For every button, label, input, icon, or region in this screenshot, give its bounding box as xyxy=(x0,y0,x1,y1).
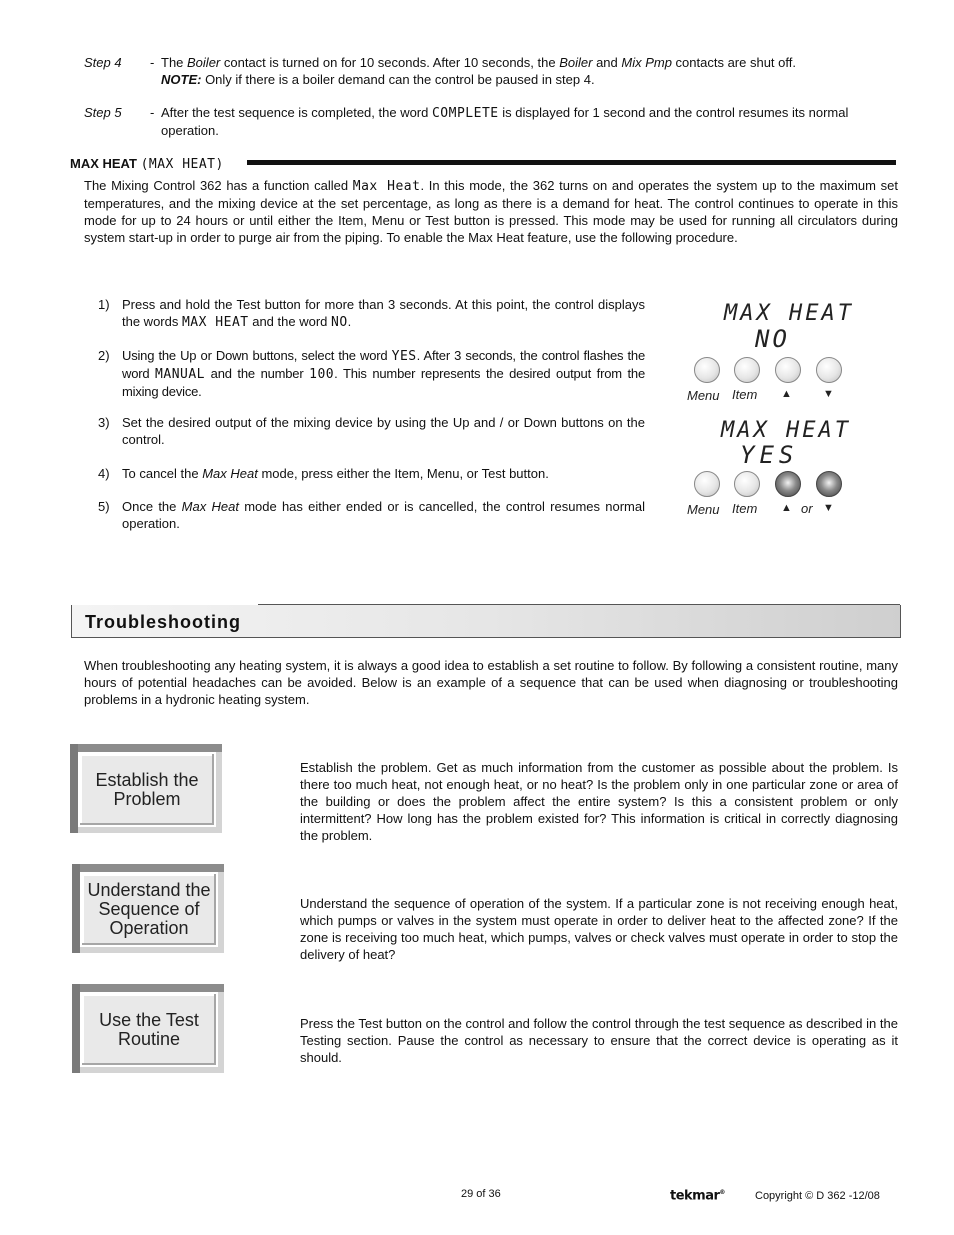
down-arrow-icon: ▼ xyxy=(823,502,834,514)
brand-logo: tekmar® xyxy=(670,1188,725,1204)
flow-box-test xyxy=(72,984,224,1073)
flow-box-label: Use the Test Routine xyxy=(80,992,218,1067)
heading-rule xyxy=(247,160,896,165)
lcd-display-2-line1: MAX HEAT xyxy=(721,418,851,443)
or-label: or xyxy=(801,501,813,516)
flow-box-establish xyxy=(70,744,222,833)
copyright: Copyright © D 362 -12/08 xyxy=(755,1190,880,1202)
down-button-pressed[interactable] xyxy=(816,471,842,497)
step-establish-text: Establish the problem. Get as much information from the customer as possible about the problem. Is there too much heat, not enough heat, or no heat? Is the problem only in one particular zone or area of the building or does the problem affect the entire system? Is this a consistent problem or only intermittent? How long has the problem existed for? This information is critical in correctly diagnosing the problem. xyxy=(300,760,898,843)
down-button[interactable] xyxy=(816,357,842,383)
item-button[interactable] xyxy=(734,357,760,383)
proc-item-2: Using the Up or Down buttons, select the word YES. After 3 seconds, the control flashes the word MANUAL and the number 100. This number represents the desired output from the mixing device. xyxy=(122,348,645,399)
down-arrow-icon: ▼ xyxy=(823,388,834,400)
proc-item-1: Press and hold the Test button for more than 3 seconds. At this point, the control displays the words MAX HEAT and the word NO. xyxy=(122,297,645,330)
proc-num: 5) xyxy=(98,499,110,514)
step-4-dash: - xyxy=(150,55,155,70)
troubleshooting-intro: When troubleshooting any heating system, it is always a good idea to establish a set routine to follow. By following a consistent routine, many hours of potential headaches can be avoided. Below is an example of a sequence that can be used when diagnosing or troubleshooting problems in a hydronic heating system. xyxy=(84,658,898,707)
note-label: NOTE: xyxy=(161,72,202,87)
proc-num: 2) xyxy=(98,348,110,363)
menu-button[interactable] xyxy=(694,471,720,497)
up-button[interactable] xyxy=(775,357,801,383)
up-arrow-icon: ▲ xyxy=(781,388,792,400)
step-5-dash: - xyxy=(150,105,155,120)
item-label: Item xyxy=(732,387,758,402)
lcd-display-1-line2: NO xyxy=(755,325,790,353)
up-arrow-icon: ▲ xyxy=(781,502,792,514)
section-title: Troubleshooting xyxy=(85,612,241,632)
proc-num: 4) xyxy=(98,466,110,481)
step-4-label: Step 4 xyxy=(84,55,122,70)
step-5-label: Step 5 xyxy=(84,105,122,120)
proc-item-3: Set the desired output of the mixing device by using the Up and / or Down buttons on the control. xyxy=(122,415,645,447)
item-button[interactable] xyxy=(734,471,760,497)
step-4-text: The Boiler contact is turned on for 10 seconds. After 10 seconds, the Boiler and Mix Pmp contacts are shut off. NOTE: Only if there is a boiler demand can the control be paused in step 4. xyxy=(161,55,796,87)
proc-item-4: To cancel the Max Heat mode, press either the Item, Menu, or Test button. xyxy=(122,466,549,481)
up-button-pressed[interactable] xyxy=(775,471,801,497)
step-5-text: After the test sequence is completed, the word COMPLETE is displayed for 1 second and the control resumes its normal operation. xyxy=(161,105,849,138)
lcd-display-2-line2: YES xyxy=(740,441,799,469)
proc-item-5: Once the Max Heat mode has either ended or is cancelled, the control resumes normal operation. xyxy=(122,499,645,531)
page-number: 29 of 36 xyxy=(461,1188,501,1200)
menu-button[interactable] xyxy=(694,357,720,383)
step-understand-text: Understand the sequence of operation of the system. If a particular zone is not receiving enough heat, which pumps or valves in the system must operate in order to deliver heat to the affected zone? If the zone is receiving too much heat, which pumps, valves or check valves must operate in order to stop the delivery of heat? xyxy=(300,896,898,962)
flow-box-label: Understand the Sequence of Operation xyxy=(80,872,218,947)
max-heat-heading: MAX HEAT (MAX HEAT) xyxy=(70,156,224,172)
proc-num: 3) xyxy=(98,415,110,430)
proc-num: 1) xyxy=(98,297,110,312)
item-label: Item xyxy=(732,501,758,516)
section-header-top-rule xyxy=(258,604,900,605)
max-heat-intro: The Mixing Control 362 has a function called Max Heat. In this mode, the 362 turns on and operates the system up to the maximum set temperatures, and the mixing device at the set percentage, as long as there is a demand for heat. The control continues to operate in this mode for up to 24 hours or until either the Item, Menu or Test button is pressed. This mode may be used for running all circulators during system start-up in order to purge air from the piping. To enable the Max Heat feature, use the following procedure. xyxy=(84,178,898,245)
flow-box-understand xyxy=(72,864,224,953)
flow-box-label: Establish the Problem xyxy=(78,752,216,827)
lcd-display-1-line1: MAX HEAT xyxy=(724,301,854,326)
step-test-text: Press the Test button on the control and follow the control through the test sequence as described in the Testing section. Pause the control as necessary to ensure that the correct device is operating as it should. xyxy=(300,1016,898,1065)
menu-label: Menu xyxy=(687,388,720,403)
menu-label: Menu xyxy=(687,502,720,517)
